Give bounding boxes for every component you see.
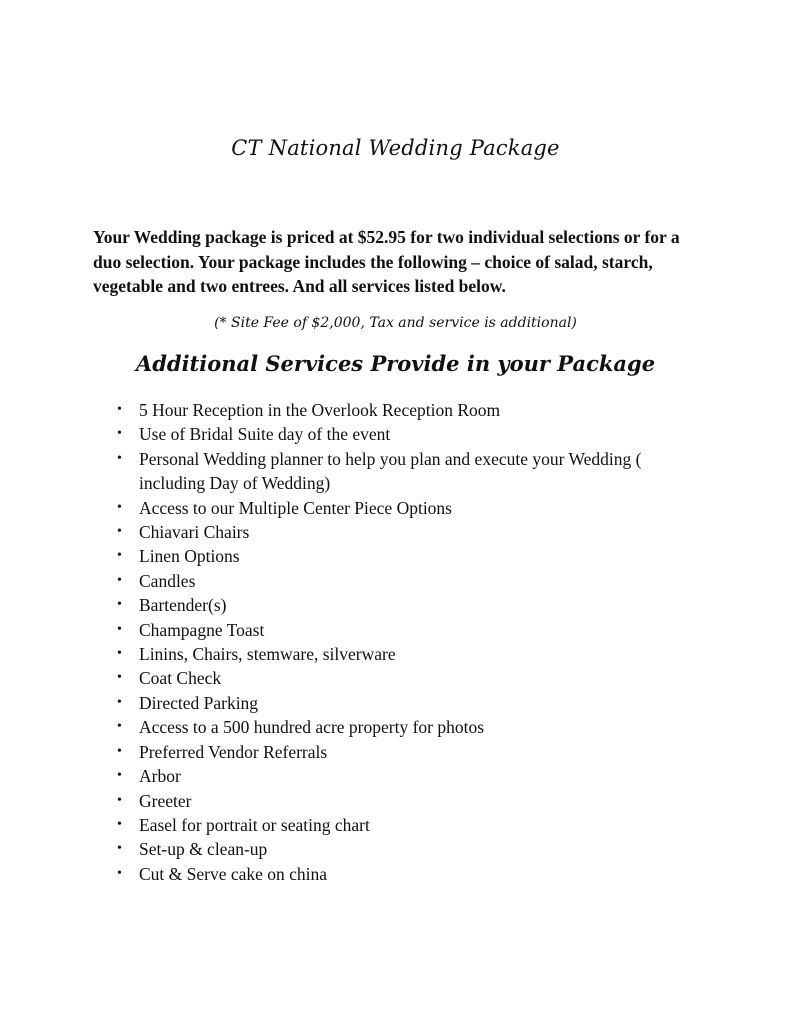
list-item-label: Cut & Serve cake on china bbox=[139, 863, 328, 884]
list-item bbox=[117, 569, 699, 593]
list-item-label: Directed Parking bbox=[139, 692, 259, 713]
list-item-label: Chiavari Chairs bbox=[139, 522, 250, 543]
list-item-label: Candles bbox=[139, 570, 196, 591]
list-item-label: Personal Wedding planner to help you plan and execute your Wedding ( including Day of Wedding) bbox=[139, 448, 642, 494]
list-item bbox=[117, 642, 699, 666]
list-item bbox=[117, 618, 699, 642]
list-item bbox=[117, 544, 699, 568]
bullet-icon: • bbox=[117, 816, 122, 832]
list-item bbox=[117, 422, 699, 446]
list-item-label: Champagne Toast bbox=[139, 619, 265, 640]
list-item bbox=[117, 520, 699, 544]
services-list bbox=[117, 398, 699, 886]
list-item bbox=[117, 740, 699, 764]
bullet-icon: • bbox=[117, 768, 122, 784]
list-item-label: Easel for portrait or seating chart bbox=[139, 814, 370, 835]
list-item bbox=[117, 837, 699, 861]
bullet-icon: • bbox=[117, 865, 122, 881]
bullet-icon: • bbox=[117, 572, 122, 588]
list-item-label: Linins, Chairs, stemware, silverware bbox=[139, 644, 396, 665]
bullet-icon: • bbox=[117, 670, 122, 686]
list-item bbox=[117, 593, 699, 617]
bullet-icon: • bbox=[117, 499, 122, 515]
bullet-icon: • bbox=[117, 646, 122, 662]
list-item-label: Linen Options bbox=[139, 546, 240, 567]
bullet-icon: • bbox=[117, 621, 122, 637]
list-item bbox=[117, 447, 699, 496]
list-item-label: Access to a 500 hundred acre property for photos bbox=[139, 717, 485, 738]
list-item-label: 5 Hour Reception in the Overlook Reception Room bbox=[139, 400, 501, 420]
section-heading: Additional Services Provide in your Package bbox=[135, 351, 656, 376]
list-item-label: Access to our Multiple Center Piece Options bbox=[139, 497, 452, 518]
list-item-label: Coat Check bbox=[139, 668, 222, 689]
list-item bbox=[117, 764, 699, 788]
list-item-label: Arbor bbox=[139, 766, 181, 787]
list-item bbox=[117, 862, 699, 886]
list-item-label: Set-up & clean-up bbox=[139, 839, 268, 860]
list-item-label: Use of Bridal Suite day of the event bbox=[139, 424, 391, 445]
list-item bbox=[117, 496, 699, 520]
list-item bbox=[117, 398, 699, 422]
page-title: CT National Wedding Package bbox=[231, 136, 560, 160]
list-item bbox=[117, 715, 699, 739]
bullet-icon: • bbox=[117, 548, 122, 564]
bullet-icon: • bbox=[117, 426, 122, 442]
bullet-icon: • bbox=[117, 524, 122, 540]
list-item-label: Preferred Vendor Referrals bbox=[139, 741, 328, 762]
package-intro: Your Wedding package is priced at $52.95 for two individual selections or for a duo selection. Your package includes the following – choice of salad, starch, vegetable and two entrees. And all services listed below. bbox=[93, 227, 680, 296]
bullet-icon: • bbox=[117, 743, 122, 759]
bullet-icon: • bbox=[117, 402, 122, 417]
list-item-label: Bartender(s) bbox=[139, 595, 227, 616]
bullet-icon: • bbox=[117, 841, 122, 857]
bullet-icon: • bbox=[117, 719, 122, 735]
bullet-icon: • bbox=[117, 792, 122, 808]
fee-note: (* Site Fee of $2,000, Tax and service is additional) bbox=[214, 315, 577, 331]
bullet-icon: • bbox=[117, 450, 122, 466]
list-item bbox=[117, 666, 699, 690]
list-item bbox=[117, 691, 699, 715]
bullet-icon: • bbox=[117, 597, 122, 613]
bullet-icon: • bbox=[117, 694, 122, 710]
list-item bbox=[117, 789, 699, 813]
list-item bbox=[117, 813, 699, 837]
list-item-label: Greeter bbox=[139, 790, 192, 811]
